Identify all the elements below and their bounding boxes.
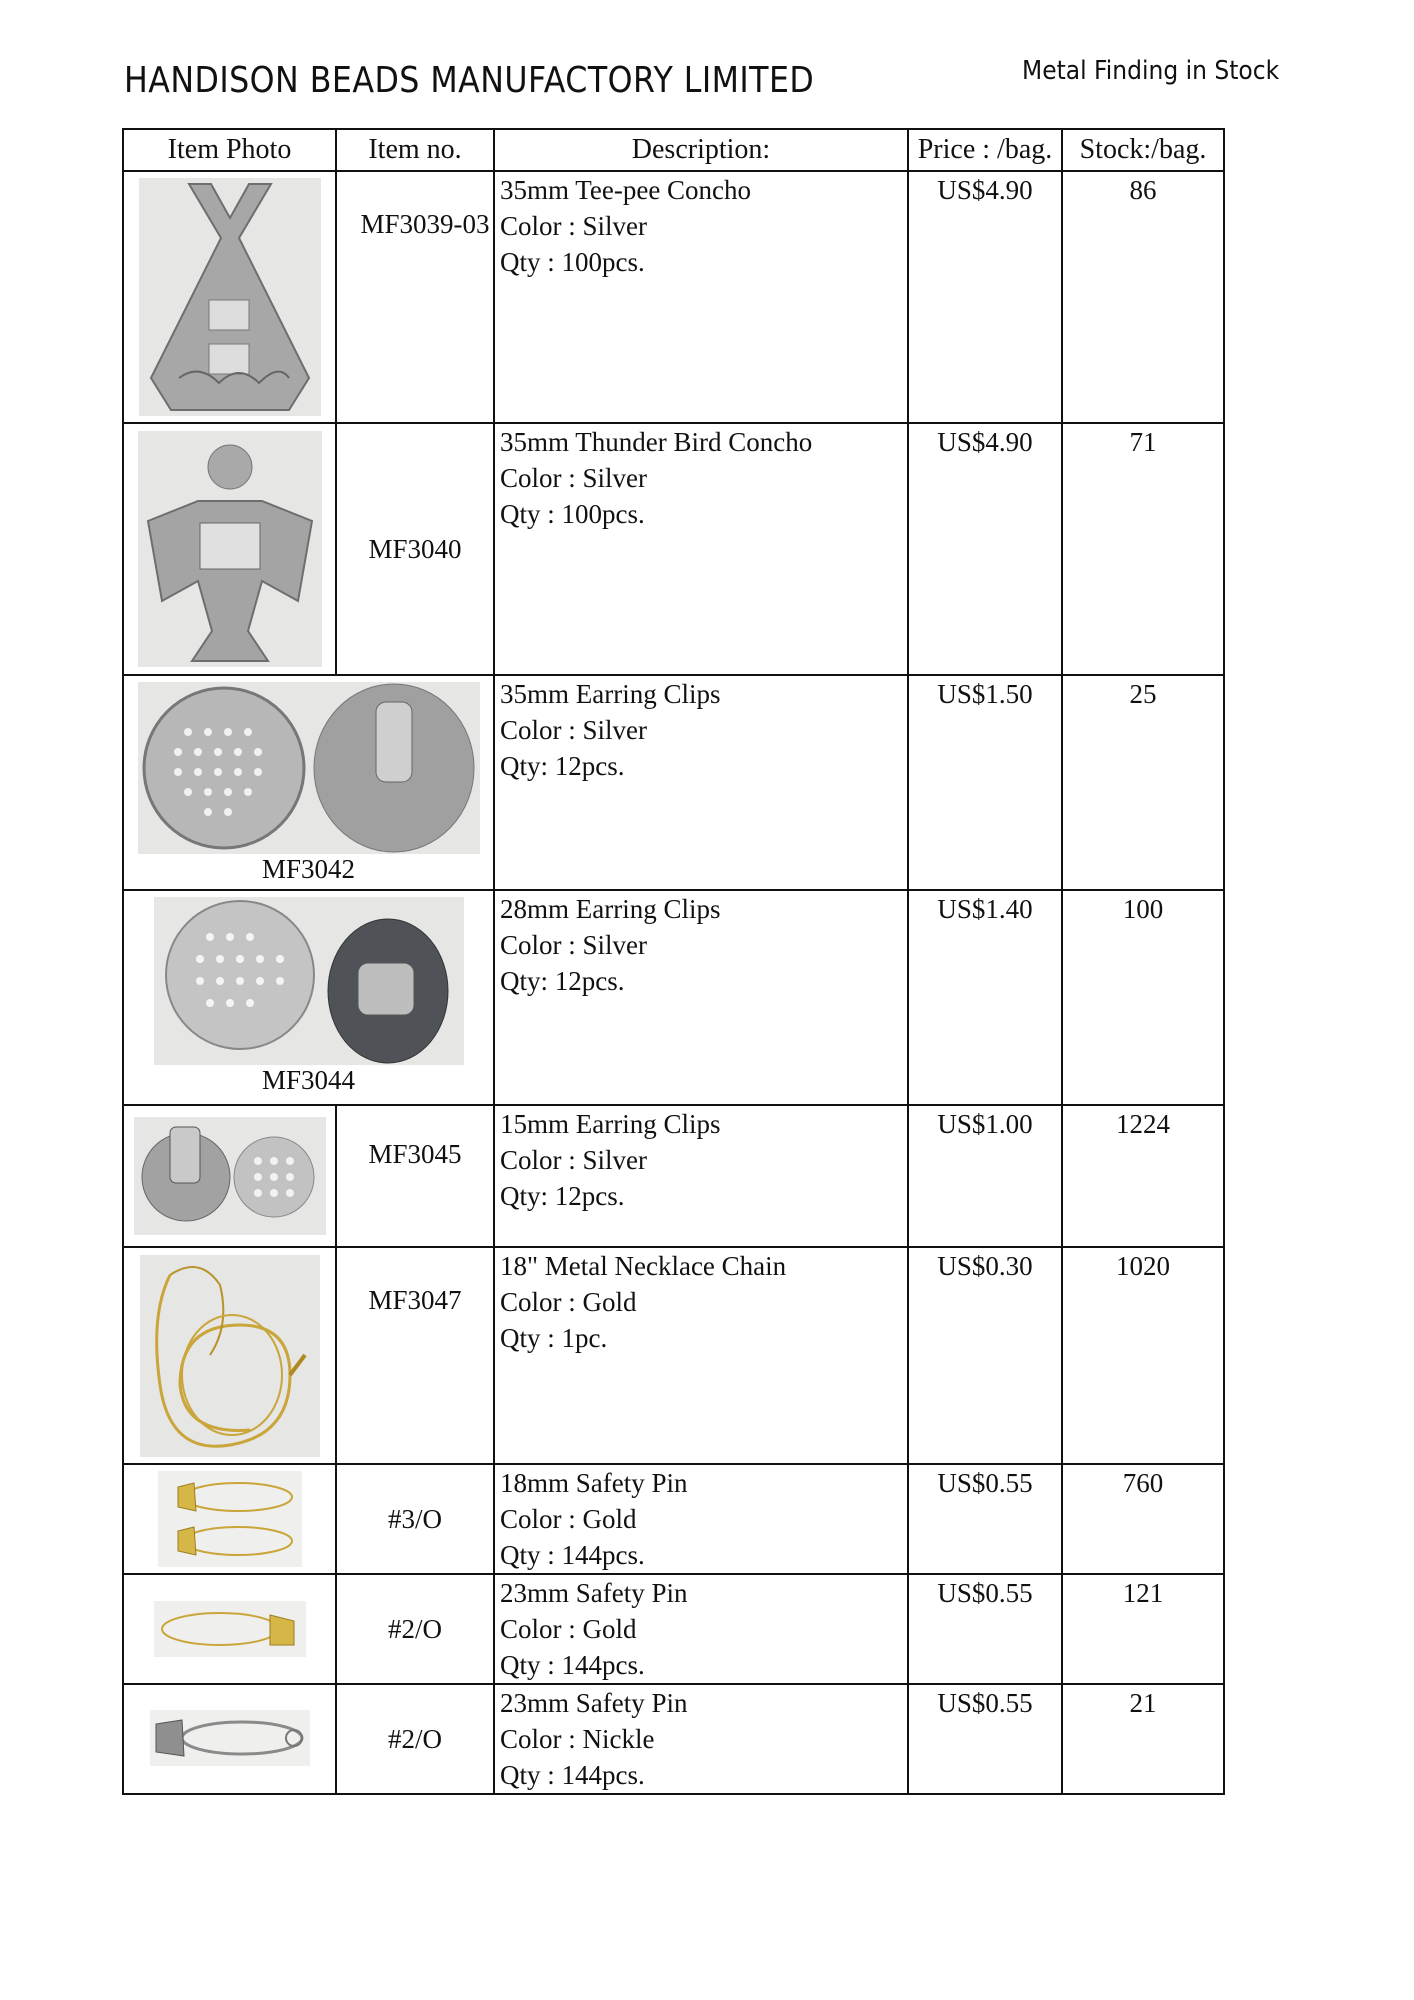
item-photo-cell [123, 675, 494, 890]
description-title: 18" Metal Necklace Chain [500, 1251, 787, 1281]
table-header-row [123, 129, 1224, 171]
description-qty: Qty : 144pcs. [500, 1650, 645, 1680]
item-no-cell: #2/O [336, 1684, 494, 1794]
description-qty: Qty : 144pcs. [500, 1760, 645, 1790]
price-cell: US$0.55 [908, 1574, 1062, 1684]
item-photo-cell [123, 1574, 336, 1684]
description-title: 35mm Tee-pee Concho [500, 175, 752, 205]
description-qty: Qty: 12pcs. [500, 1181, 625, 1211]
necklace-chain-photo [140, 1255, 320, 1457]
description-cell [494, 675, 908, 890]
description-qty: Qty: 12pcs. [500, 751, 625, 781]
earring-clips-15mm-photo [134, 1117, 326, 1235]
stock-cell: 86 [1062, 171, 1224, 423]
stock-cell: 71 [1062, 423, 1224, 675]
price-cell: US$0.55 [908, 1464, 1062, 1574]
description-color: Color : Silver [500, 211, 647, 241]
table-row [123, 675, 1224, 890]
price-cell: US$0.55 [908, 1684, 1062, 1794]
column-header-stock: Stock:/bag. [1062, 129, 1224, 171]
table-row [123, 1574, 1224, 1684]
item-no: MF3042 [261, 854, 356, 884]
earring-clips-35mm-photo [138, 682, 480, 854]
description-qty: Qty : 100pcs. [500, 499, 645, 529]
description-title: 23mm Safety Pin [500, 1688, 688, 1718]
table-row [123, 1247, 1224, 1464]
description-cell [494, 1105, 908, 1247]
description-color: Color : Gold [500, 1504, 637, 1534]
price-cell: US$4.90 [908, 171, 1062, 423]
stock-cell: 760 [1062, 1464, 1224, 1574]
description-title: 35mm Thunder Bird Concho [500, 427, 813, 457]
description-cell [494, 1247, 908, 1464]
stock-table [122, 128, 1225, 1795]
item-photo-cell [123, 1105, 336, 1247]
description-title: 15mm Earring Clips [500, 1109, 721, 1139]
item-no-cell: MF3040 [336, 423, 494, 675]
earring-clips-28mm-photo [154, 897, 464, 1065]
price-cell: US$1.40 [908, 890, 1062, 1105]
description-color: Color : Silver [500, 715, 647, 745]
thunderbird-concho-photo [138, 431, 322, 667]
description-cell [494, 171, 908, 423]
description-color: Color : Nickle [500, 1724, 655, 1754]
price-cell: US$1.50 [908, 675, 1062, 890]
description-qty: Qty : 144pcs. [500, 1540, 645, 1570]
safety-pin-23mm-nickle-photo [150, 1710, 310, 1766]
item-photo-cell [123, 890, 494, 1105]
description-cell [494, 890, 908, 1105]
item-no-cell: MF3047 [336, 1247, 494, 1464]
table-row [123, 423, 1224, 675]
company-name: HANDISON BEADS MANUFACTORY LIMITED [124, 60, 815, 101]
column-header-price: Price : /bag. [908, 129, 1062, 171]
description-qty: Qty : 1pc. [500, 1323, 608, 1353]
item-photo-cell [123, 171, 336, 423]
description-title: 35mm Earring Clips [500, 679, 721, 709]
description-cell [494, 1574, 908, 1684]
stock-cell: 21 [1062, 1684, 1224, 1794]
table-row [123, 890, 1224, 1105]
safety-pin-18mm-gold-photo [158, 1471, 302, 1567]
description-color: Color : Silver [500, 463, 647, 493]
stock-cell: 121 [1062, 1574, 1224, 1684]
stock-cell: 1020 [1062, 1247, 1224, 1464]
description-color: Color : Silver [500, 1145, 647, 1175]
item-no-cell: #3/O [336, 1464, 494, 1574]
stock-cell: 1224 [1062, 1105, 1224, 1247]
price-cell: US$1.00 [908, 1105, 1062, 1247]
description-cell [494, 1464, 908, 1574]
description-color: Color : Gold [500, 1614, 637, 1644]
description-cell [494, 423, 908, 675]
description-title: 23mm Safety Pin [500, 1578, 688, 1608]
safety-pin-23mm-gold-photo [154, 1601, 306, 1657]
table-row [123, 1464, 1224, 1574]
column-header-photo: Item Photo [123, 129, 336, 171]
description-qty: Qty: 12pcs. [500, 966, 625, 996]
price-cell: US$4.90 [908, 423, 1062, 675]
item-no: MF3039-03 [360, 209, 490, 239]
item-no-cell [336, 171, 494, 423]
item-photo-cell [123, 1247, 336, 1464]
table-row [123, 1684, 1224, 1794]
description-color: Color : Silver [500, 930, 647, 960]
table-row [123, 1105, 1224, 1247]
column-header-description: Description: [494, 129, 908, 171]
stock-cell: 25 [1062, 675, 1224, 890]
item-no: MF3044 [261, 1065, 356, 1095]
description-title: 18mm Safety Pin [500, 1468, 688, 1498]
item-photo-cell [123, 1684, 336, 1794]
description-title: 28mm Earring Clips [500, 894, 721, 924]
column-header-item-no: Item no. [336, 129, 494, 171]
description-cell [494, 1684, 908, 1794]
price-cell: US$0.30 [908, 1247, 1062, 1464]
item-photo-cell [123, 423, 336, 675]
item-no-cell: #2/O [336, 1574, 494, 1684]
item-no-cell: MF3045 [336, 1105, 494, 1247]
teepee-concho-photo [139, 178, 321, 416]
description-color: Color : Gold [500, 1287, 637, 1317]
description-qty: Qty : 100pcs. [500, 247, 645, 277]
table-row [123, 171, 1224, 423]
document-subtitle: Metal Finding in Stock [1022, 56, 1280, 86]
stock-cell: 100 [1062, 890, 1224, 1105]
item-photo-cell [123, 1464, 336, 1574]
